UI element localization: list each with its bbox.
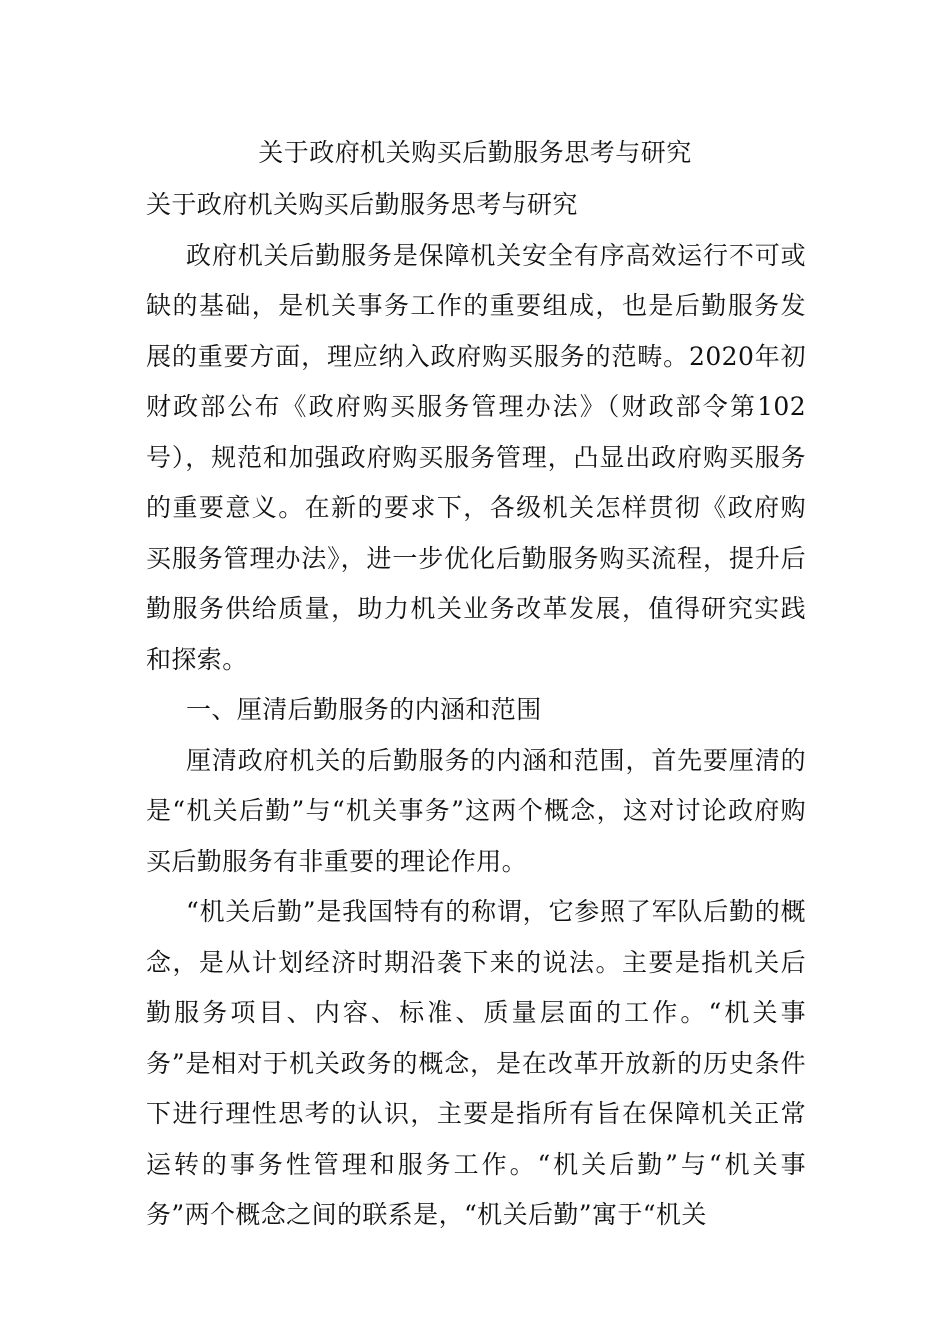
document-title: 关于政府机关购买后勤服务思考与研究 — [258, 138, 692, 167]
body-paragraph: 政府机关后勤服务是保障机关安全有序高效运行不可或缺的基础，是机关事务工作的重要组成，也是后勤服务发展的重要方面，理应纳入政府购买服务的范畴。2020年初财政部公布《政府购买服务管理办法》（财政部令第102号），规范和加强政府购买服务管理，凸显出政府购买服务的重要意义。在新的要求下，各级机关怎样贯彻《政府购买服务管理办法》，进一步优化后勤服务购买流程，提升后勤服务供给质量，助力机关业务改革发展，值得研究实践和探索。 — [146, 240, 806, 674]
body-paragraph: “机关后勤”是我国特有的称谓，它参照了军队后勤的概念，是从计划经济时期沿袭下来的说法。主要是指机关后勤服务项目、内容、标准、质量层面的工作。“机关事务”是相对于机关政务的概念，是在改革开放新的历史条件下进行理性思考的认识，主要是指所有旨在保障机关正常运转的事务性管理和服务工作。“机关后勤”与“机关事务”两个概念之间的联系是，“机关后勤”寓于“机关 — [146, 897, 806, 1229]
document-body — [146, 180, 806, 1241]
section-heading: 一、厘清后勤服务的内涵和范围 — [186, 695, 542, 724]
body-paragraph: 厘清政府机关的后勤服务的内涵和范围，首先要厘清的是“机关后勤”与“机关事务”这两个概念，这对讨论政府购买后勤服务有非重要的理论作用。 — [146, 745, 806, 876]
document-subtitle: 关于政府机关购买后勤服务思考与研究 — [146, 190, 578, 219]
